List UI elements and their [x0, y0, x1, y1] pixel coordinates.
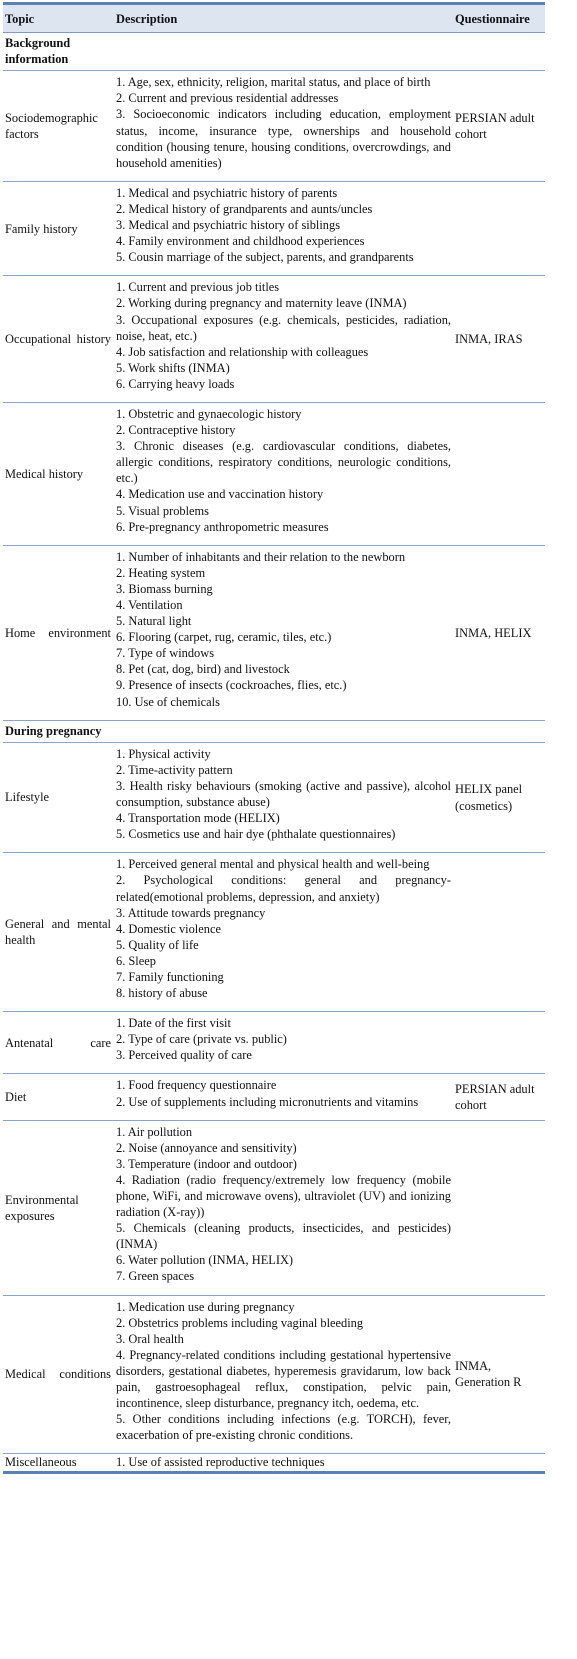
topic-cell: General and mental health: [3, 853, 114, 1012]
section-spacer: [453, 33, 545, 71]
section-spacer: [114, 720, 453, 742]
section-spacer: [453, 720, 545, 742]
questionnaire-topics-table: [3, 5, 545, 1471]
header-questionnaire: Questionnaire: [453, 5, 545, 33]
topic-cell: Medical conditions: [3, 1295, 114, 1454]
description-item: 2. Heating system: [116, 565, 206, 580]
section-row: [3, 720, 545, 742]
description-item: 4. Transportation mode (HELIX): [116, 811, 280, 826]
header-description: Description: [114, 5, 453, 33]
description-item: 2. Time-activity pattern: [116, 762, 233, 777]
section-title: Background information: [3, 33, 114, 71]
description-item: 1. Medical and psychiatric history of parents: [116, 185, 338, 200]
table-row: [3, 1074, 545, 1120]
description-item: 2. Use of supplements including micronutrients and vitamins: [116, 1094, 419, 1109]
description-cell: [114, 181, 453, 275]
description-item: 3. Biomass burning: [116, 581, 213, 596]
questionnaire-table: [3, 2, 545, 1474]
questionnaire-cell: [453, 1012, 545, 1074]
description-item: 6. Carrying heavy loads: [116, 376, 235, 391]
questionnaire-cell: HELIX panel (cosmetics): [453, 742, 545, 853]
topic-cell: Medical history: [3, 402, 114, 545]
description-item: 6. Water pollution (INMA, HELIX): [116, 1253, 294, 1268]
description-cell: [114, 545, 453, 720]
description-item: 6. Sleep: [116, 953, 156, 968]
questionnaire-cell: PERSIAN adult cohort: [453, 1074, 545, 1120]
description-item: 2. Current and previous residential addresses: [116, 91, 339, 106]
description-item: 8. Pet (cat, dog, bird) and livestock: [116, 662, 290, 677]
description-item: 7. Type of windows: [116, 646, 215, 661]
description-item: 4. Medication use and vaccination history: [116, 487, 324, 502]
description-item: 4. Radiation (radio frequency/extremely low frequency (mobile phone, WiFi, and microwave ovens), ultraviolet (UV) and ionizing radiation (X-ray)): [116, 1172, 451, 1220]
description-cell: [114, 1074, 453, 1120]
description-item: 2. Contraceptive history: [116, 423, 236, 438]
questionnaire-cell: INMA, HELIX: [453, 545, 545, 720]
description-item: 1. Obstetric and gynaecologic history: [116, 406, 302, 421]
description-item: 2. Type of care (private vs. public): [116, 1032, 287, 1047]
table-row: [3, 742, 545, 853]
description-item: 1. Current and previous job titles: [116, 280, 280, 295]
description-item: 5. Chemicals (cleaning products, insecticides, and pesticides) (INMA): [116, 1221, 451, 1252]
description-item: 4. Job satisfaction and relationship with colleagues: [116, 344, 369, 359]
description-item: 2. Medical history of grandparents and aunts/uncles: [116, 201, 373, 216]
table-row: [3, 853, 545, 1012]
description-item: 4. Pregnancy-related conditions including gestational hypertensive disorders, gestational diabetes, hyperemesis gravidarum, low back pain, gastroesophageal reflux, constipation, pelvic pain, incontinence, sleep disturbance, pregnancy itch, oedema, etc.: [116, 1347, 451, 1411]
topic-cell: Sociodemographic factors: [3, 71, 114, 182]
table-header: [3, 5, 545, 33]
questionnaire-cell: [453, 1120, 545, 1295]
description-item: 9. Presence of insects (cockroaches, flies, etc.): [116, 678, 347, 693]
description-cell: [114, 1454, 453, 1471]
description-cell: [114, 276, 453, 403]
description-item: 7. Family functioning: [116, 969, 224, 984]
description-cell: [114, 853, 453, 1012]
description-item: 1. Use of assisted reproductive techniques: [116, 1455, 325, 1470]
table-row: [3, 1295, 545, 1454]
description-cell: [114, 742, 453, 853]
description-item: 4. Family environment and childhood experiences: [116, 234, 365, 249]
description-item: 3. Oral health: [116, 1331, 184, 1346]
description-item: 5. Work shifts (INMA): [116, 360, 230, 375]
description-item: 3. Perceived quality of care: [116, 1048, 252, 1063]
description-item: 4. Ventilation: [116, 598, 183, 612]
topic-cell: Home environment: [3, 545, 114, 720]
description-item: 6. Flooring (carpet, rug, ceramic, tiles, etc.): [116, 630, 332, 645]
description-cell: [114, 402, 453, 545]
description-item: 2. Obstetrics problems including vaginal bleeding: [116, 1315, 364, 1330]
questionnaire-cell: [453, 853, 545, 1012]
description-item: 5. Quality of life: [116, 937, 199, 952]
questionnaire-cell: [453, 181, 545, 275]
description-item: 3. Chronic diseases (e.g. cardiovascular conditions, diabetes, allergic conditions, respiratory conditions, neurologic conditions, etc.): [116, 439, 451, 486]
description-item: 1. Physical activity: [116, 746, 211, 761]
description-item: 5. Other conditions including infections (e.g. TORCH), fever, exacerbation of pre-existing chronic conditions.: [116, 1412, 451, 1443]
description-item: 1. Food frequency questionnaire: [116, 1078, 277, 1093]
description-item: 5. Visual problems: [116, 503, 209, 518]
description-item: 6. Pre-pregnancy anthropometric measures: [116, 519, 329, 534]
description-item: 3. Occupational exposures (e.g. chemicals, pesticides, radiation, noise, heat, etc.): [116, 312, 451, 343]
topic-cell: Family history: [3, 181, 114, 275]
table-row: [3, 545, 545, 720]
questionnaire-cell: [453, 402, 545, 545]
description-item: 3. Attitude towards pregnancy: [116, 905, 266, 920]
description-item: 8. history of abuse: [116, 986, 208, 1001]
description-item: 5. Cosmetics use and hair dye (phthalate questionnaires): [116, 827, 396, 842]
description-item: 1. Age, sex, ethnicity, religion, marital status, and place of birth: [116, 75, 431, 90]
description-item: 3. Medical and psychiatric history of siblings: [116, 218, 341, 233]
table-row: [3, 402, 545, 545]
description-item: 5. Cousin marriage of the subject, parents, and grandparents: [116, 250, 414, 265]
topic-cell: Antenatal care: [3, 1012, 114, 1074]
description-item: 1. Air pollution: [116, 1124, 193, 1139]
description-item: 7. Green spaces: [116, 1269, 195, 1284]
description-item: 5. Natural light: [116, 614, 192, 629]
table-row: [3, 276, 545, 403]
header-row: [3, 5, 545, 33]
table-row: [3, 1012, 545, 1074]
description-item: 1. Date of the first visit: [116, 1016, 231, 1031]
description-item: 2. Working during pregnancy and maternity leave (INMA): [116, 296, 407, 311]
table-body: [3, 33, 545, 1471]
header-topic: Topic: [3, 5, 114, 33]
description-item: 3. Temperature (indoor and outdoor): [116, 1156, 297, 1171]
topic-cell: Lifestyle: [3, 742, 114, 853]
topic-cell: Occupational history: [3, 276, 114, 403]
topic-cell: Miscellaneous: [5, 1455, 77, 1470]
table-row: [3, 1454, 545, 1471]
description-item: 3. Health risky behaviours (smoking (active and passive), alcohol consumption, substance abuse): [116, 778, 451, 810]
description-item: 1. Perceived general mental and physical health and well-being: [116, 857, 430, 872]
description-item: 1. Medication use during pregnancy: [116, 1299, 295, 1314]
description-cell: [114, 1120, 453, 1295]
description-cell: [114, 1295, 453, 1454]
description-item: 1. Number of inhabitants and their relation to the newborn: [116, 549, 406, 564]
topic-cell: Environmental exposures: [3, 1120, 114, 1295]
questionnaire-cell: [453, 1454, 545, 1471]
description-item: 4. Domestic violence: [116, 921, 221, 936]
section-row: [3, 33, 545, 71]
questionnaire-cell: INMA, Generation R: [453, 1295, 545, 1454]
section-spacer: [114, 33, 453, 71]
description-cell: [114, 71, 453, 182]
topic-cell: Diet: [3, 1074, 114, 1120]
description-item: 2. Psychological conditions: general and pregnancy-related(emotional problems, depression, and anxiety): [116, 873, 451, 904]
table-row: [3, 71, 545, 182]
description-cell: [114, 1012, 453, 1074]
description-item: 2. Noise (annoyance and sensitivity): [116, 1140, 297, 1155]
table-row: [3, 1120, 545, 1295]
section-title: During pregnancy: [3, 720, 114, 742]
questionnaire-cell: INMA, IRAS: [453, 276, 545, 403]
questionnaire-cell: PERSIAN adult cohort: [453, 71, 545, 182]
description-item: 10. Use of chemicals: [116, 694, 220, 709]
description-item: 3. Socioeconomic indicators including education, employment status, income, insurance type, ownerships and household condition (housing tenure, housing conditions, overcrowdings, and household amenities): [116, 107, 451, 170]
table-row: [3, 181, 545, 275]
